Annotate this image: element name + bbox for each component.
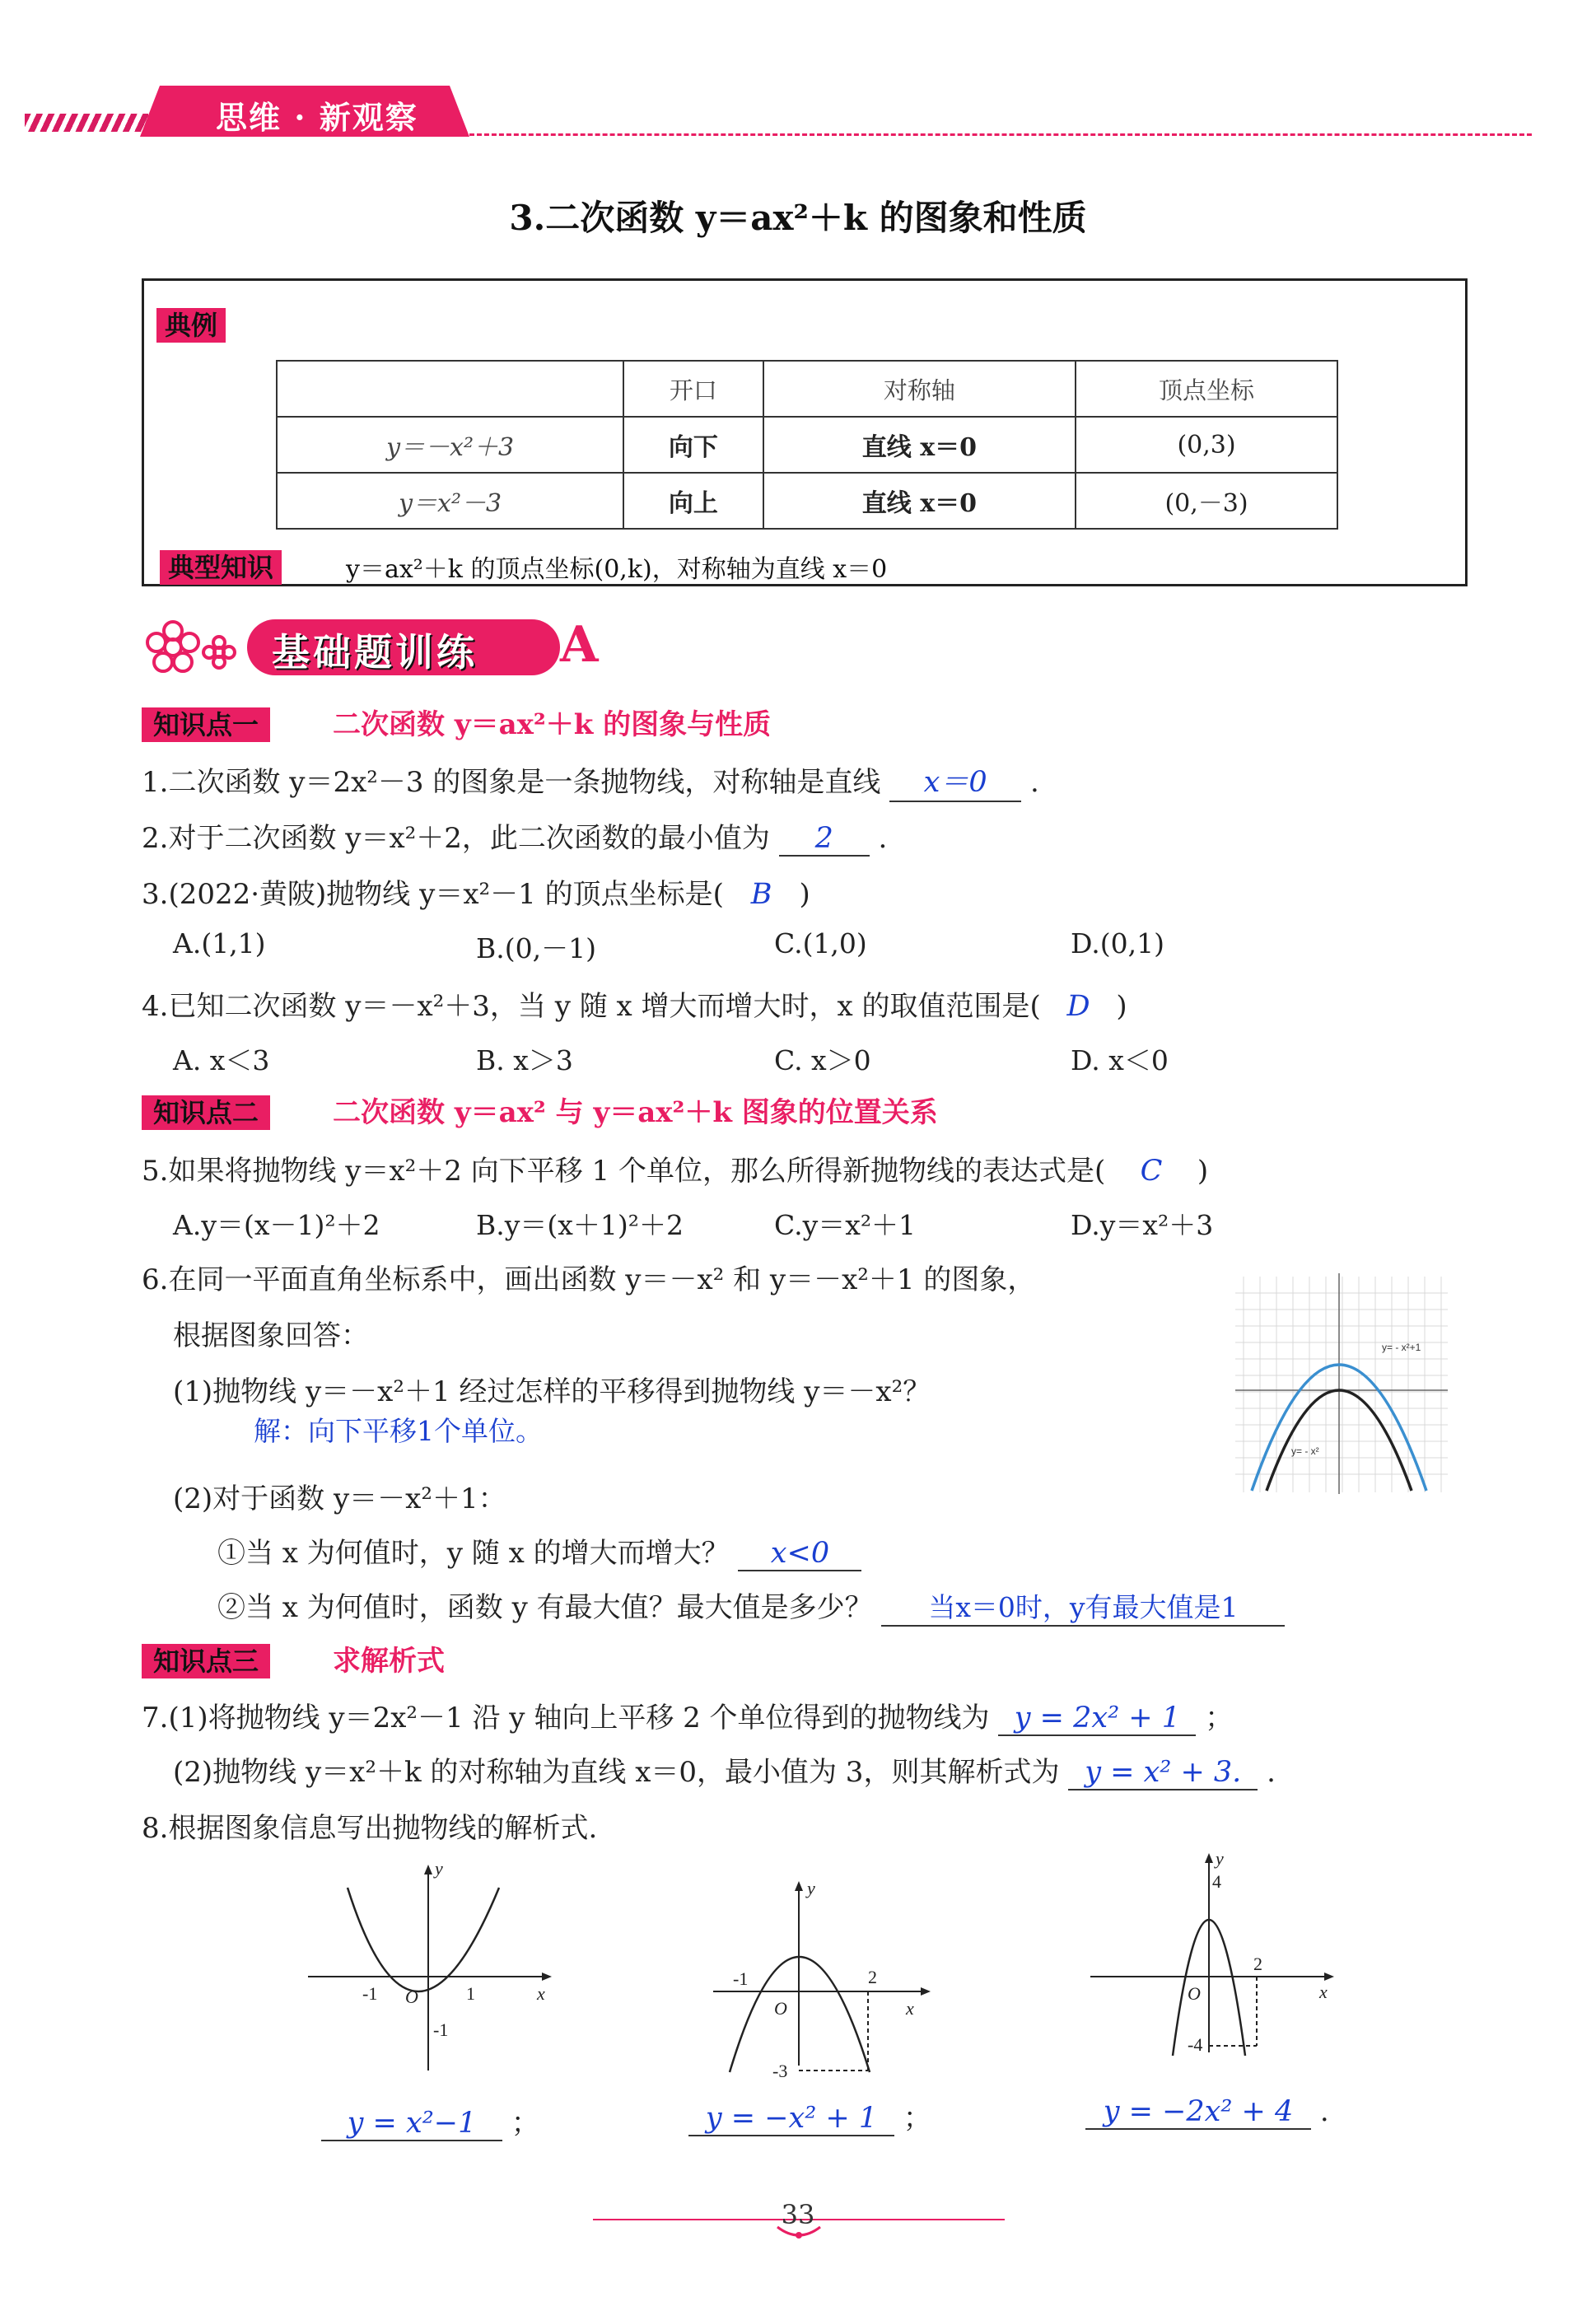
question-6-part2b: ②当 x 为何值时，函数 y 有最大值？最大值是多少？ 当x＝0时，y有最大值是1 (217, 1585, 1285, 1627)
table-cell: 向上 (623, 473, 763, 529)
y-axis-arrow-icon (424, 1865, 432, 1874)
table-row (277, 417, 1337, 473)
table-header-cell: 顶点坐标 (1076, 361, 1337, 417)
page-number: 33 (781, 2199, 815, 2230)
tick-label: 4 (1212, 1871, 1221, 1892)
table-cell: y＝－x²＋3 (277, 417, 623, 473)
q4-option: C. x＞0 (774, 1044, 871, 1076)
table-cell: 直线 x＝0 (763, 473, 1076, 529)
tick-label: 2 (868, 1967, 877, 1987)
question-6-part2a: ①当 x 为何值时，y 随 x 的增大而增大？ x<0 (217, 1530, 861, 1571)
origin-label: O (1188, 1983, 1201, 2004)
x-axis-arrow-icon (921, 1987, 931, 1996)
table-header-row (277, 361, 1337, 417)
question-6-part2: (2)对于函数 y＝－x²＋1： (173, 1482, 506, 1515)
answer-2: 2 (779, 822, 870, 857)
answer-7-part2: y = x² + 3. (1068, 1756, 1258, 1790)
kp2-title: 二次函数 y＝ax² 与 y＝ax²＋k 图象的位置关系 (333, 1096, 938, 1129)
knowledge-tag: 典型知识 (160, 547, 282, 585)
question-6-line2: 根据图象回答： (173, 1319, 369, 1352)
table-cell: y＝x²－3 (277, 473, 623, 529)
answer-6-part2a: x<0 (738, 1537, 861, 1571)
kp1-title: 二次函数 y＝ax²＋k 的图象与性质 (333, 708, 772, 741)
question-6-part1: (1)抛物线 y＝－x²＋1 经过怎样的平移得到抛物线 y＝－x²？ (173, 1375, 931, 1408)
answer-1: x＝0 (889, 759, 1021, 802)
answer-3: B (750, 878, 772, 911)
kp3-tag: 知识点三 (142, 1641, 270, 1678)
x-axis-arrow-icon (1324, 1973, 1334, 1981)
origin-label: O (774, 1998, 787, 2019)
q6-label-bottom: y= - x² (1291, 1445, 1319, 1457)
q8-graph-3 (1085, 1845, 1349, 2059)
table-header-cell: 开口 (623, 361, 763, 417)
answer-8-1: y = x²−1 (321, 2107, 502, 2141)
flower-icon (140, 614, 247, 680)
question-7-part2: (2)抛物线 y＝x²＋k 的对称轴为直线 x＝0，最小值为 3，则其解析式为 y = x² + 3. . (173, 1756, 1276, 1789)
q8-answer-1-row: y = x²−1 ； (321, 2100, 539, 2141)
tick-label: -4 (1188, 2034, 1203, 2055)
table-header-cell: 对称轴 (763, 361, 1076, 417)
q5-option: C.y＝x²＋1 (774, 1209, 917, 1241)
section-title: 3.二次函数 y＝ax²＋k 的图象和性质 (509, 198, 1087, 238)
q5-option: A.y＝(x－1)²＋2 (173, 1209, 380, 1241)
q3-option: B.(0,－1) (476, 932, 596, 964)
answer-5: C (1140, 1155, 1163, 1188)
q8-graph-2 (708, 1876, 939, 2082)
banner-level: A (560, 616, 599, 674)
q6-parabola-graph (1232, 1268, 1451, 1499)
question-3: 3.(2022·黄陂)抛物线 y＝x²－1 的顶点坐标是( B ) (142, 878, 810, 911)
question-5: 5.如果将抛物线 y＝x²＋2 向下平移 1 个单位，那么所得新抛物线的表达式是( C ) (142, 1155, 1209, 1188)
tick-label: -1 (733, 1968, 749, 1989)
table-cell: 直线 x＝0 (763, 417, 1076, 473)
header-title: 思维 · 新观察 (216, 99, 418, 136)
q3-option: A.(1,1) (173, 927, 266, 959)
question-7-part1: 7.(1)将抛物线 y＝2x²－1 沿 y 轴向上平移 2 个单位得到的抛物线为 y = 2x² + 1 ； (142, 1702, 1234, 1734)
kp1-tag: 知识点一 (142, 704, 270, 742)
tick-label: 1 (466, 1983, 475, 2004)
q8-graph-1 (305, 1855, 560, 2077)
answer-6-part2b: 当x＝0时，y有最大值是1 (881, 1586, 1285, 1627)
q5-option: B.y＝(x＋1)²＋2 (476, 1209, 684, 1241)
question-1: 1.二次函数 y＝2x²－3 的图象是一条抛物线，对称轴是直线 x＝0 . (142, 759, 1039, 802)
q4-option: A. x＜3 (173, 1044, 270, 1076)
knowledge-text: y＝ax²＋k 的顶点坐标(0,k)，对称轴为直线 x＝0 (346, 555, 888, 584)
answer-8-3: y = −2x² + 4 (1085, 2095, 1311, 2130)
table-header-cell (277, 361, 623, 417)
axis-label-x: x (537, 1983, 545, 2004)
example-table (276, 360, 1338, 530)
q3-option: C.(1,0) (774, 927, 867, 959)
axis-label-x: x (906, 1998, 914, 2019)
tick-label: -1 (362, 1983, 378, 2004)
kp2-tag: 知识点二 (142, 1092, 270, 1130)
answer-6-part1: 解：向下平移1个单位。 (254, 1415, 543, 1447)
header-stripes (25, 114, 148, 132)
q3-option: D.(0,1) (1071, 927, 1165, 959)
tick-label: -3 (772, 2061, 788, 2081)
axis-label-y: y (1216, 1848, 1224, 1869)
question-2: 2.对于二次函数 y＝x²＋2，此二次函数的最小值为 2 . (142, 822, 888, 855)
table-cell: (0,－3) (1076, 473, 1337, 529)
table-cell: (0,3) (1076, 417, 1337, 473)
example-tag: 典例 (156, 305, 226, 343)
question-6: 6.在同一平面直角坐标系中，画出函数 y＝－x² 和 y＝－x²＋1 的图象， (142, 1263, 1036, 1296)
y-axis-arrow-icon (1205, 1853, 1213, 1863)
y-axis-arrow-icon (795, 1881, 803, 1891)
banner-title: 基础题训练 (272, 630, 478, 675)
question-8: 8.根据图象信息写出抛物线的解析式. (142, 1812, 598, 1845)
q5-option: D.y＝x²＋3 (1071, 1209, 1214, 1241)
q6-label-top: y= - x²+1 (1382, 1342, 1421, 1353)
answer-4: D (1066, 990, 1090, 1023)
header-dashed-line (469, 133, 1532, 136)
tick-label: 2 (1253, 1954, 1262, 1974)
question-4: 4.已知二次函数 y＝－x²＋3，当 y 随 x 增大而增大时，x 的取值范围是( D ) (142, 990, 1127, 1023)
answer-8-2: y = −x² + 1 (688, 2102, 894, 2136)
axis-label-x: x (1319, 1982, 1328, 2002)
answer-7-part1: y = 2x² + 1 (998, 1702, 1196, 1736)
q8-answer-2-row: y = −x² + 1 ； (688, 2095, 931, 2136)
axis-label-y: y (435, 1858, 443, 1879)
table-row (277, 473, 1337, 529)
tick-label: -1 (433, 2019, 449, 2040)
origin-label: O (405, 1987, 418, 2007)
x-axis-arrow-icon (542, 1973, 552, 1981)
q4-option: D. x＜0 (1071, 1044, 1169, 1076)
kp3-title: 求解析式 (333, 1645, 445, 1678)
axis-label-y: y (807, 1878, 815, 1898)
table-cell: 向下 (623, 417, 763, 473)
q8-answer-3-row: y = −2x² + 4 . (1085, 2095, 1329, 2130)
q4-option: B. x＞3 (476, 1044, 573, 1076)
